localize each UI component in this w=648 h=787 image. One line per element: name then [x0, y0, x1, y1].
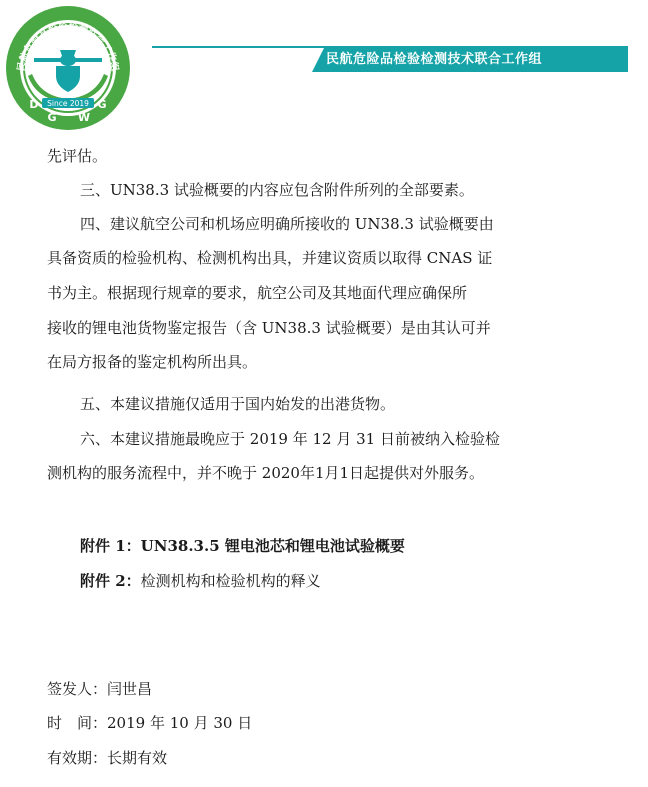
paragraph-line: 接收的锂电池货物鉴定报告（含 UN38.3 试验概要）是由其认可并	[47, 319, 491, 337]
logo-letter: D	[29, 98, 39, 111]
document-header	[0, 0, 648, 140]
time-value: 2019 年 10 月 30 日	[107, 714, 253, 732]
logo-ring-text: 民航危险品检验检测联合工作组	[15, 21, 121, 73]
validity-label: 有效期：	[47, 749, 108, 767]
signoff-time	[47, 713, 252, 733]
paragraph-line: 在局方报备的鉴定机构所出具。	[47, 353, 258, 371]
issuer-label: 签发人：	[47, 680, 108, 698]
banner-title: 民航危险品检验检测技术联合工作组	[326, 52, 543, 67]
issuer-value: 闫世昌	[107, 680, 153, 698]
signoff-issuer	[47, 679, 152, 699]
attachment-title: 检测机构和检验机构的释义	[140, 572, 321, 590]
time-label: 时 间：	[47, 714, 108, 732]
logo-letter: W	[77, 111, 91, 124]
paragraph-line: 具备资质的检验机构、检测机构出具，并建议资质以取得 CNAS 证	[47, 249, 493, 267]
signoff-validity	[47, 748, 167, 768]
attachment-1	[80, 536, 405, 556]
attachment-label: 附件 2：	[80, 572, 141, 590]
attachment-title: UN38.3.5 锂电池芯和锂电池试验概要	[140, 537, 405, 555]
attachment-2	[80, 571, 321, 591]
logo-letter: G	[97, 98, 107, 111]
paragraph-line: 先评估。	[47, 147, 108, 165]
validity-value: 长期有效	[107, 749, 168, 767]
logo-since-text: Since 2019	[47, 99, 89, 108]
dgwg-logo	[4, 4, 132, 132]
paragraph-line: 四、建议航空公司和机场应明确所接收的 UN38.3 试验概要由	[80, 215, 494, 233]
paragraph-line: 六、本建议措施最晚应于 2019 年 12 月 31 日前被纳入检验检	[80, 430, 500, 448]
paragraph-line: 三、UN38.3 试验概要的内容应包含附件所列的全部要素。	[80, 181, 474, 199]
logo-letter: G	[47, 111, 57, 124]
paragraph-line: 测机构的服务流程中，并不晚于 2020年1月1日起提供对外服务。	[47, 464, 485, 482]
paragraph-line: 书为主。根据现行规章的要求，航空公司及其地面代理应确保所	[47, 284, 468, 302]
attachment-label: 附件 1：	[80, 537, 141, 555]
paragraph-line: 五、本建议措施仅适用于国内始发的出港货物。	[80, 395, 396, 413]
